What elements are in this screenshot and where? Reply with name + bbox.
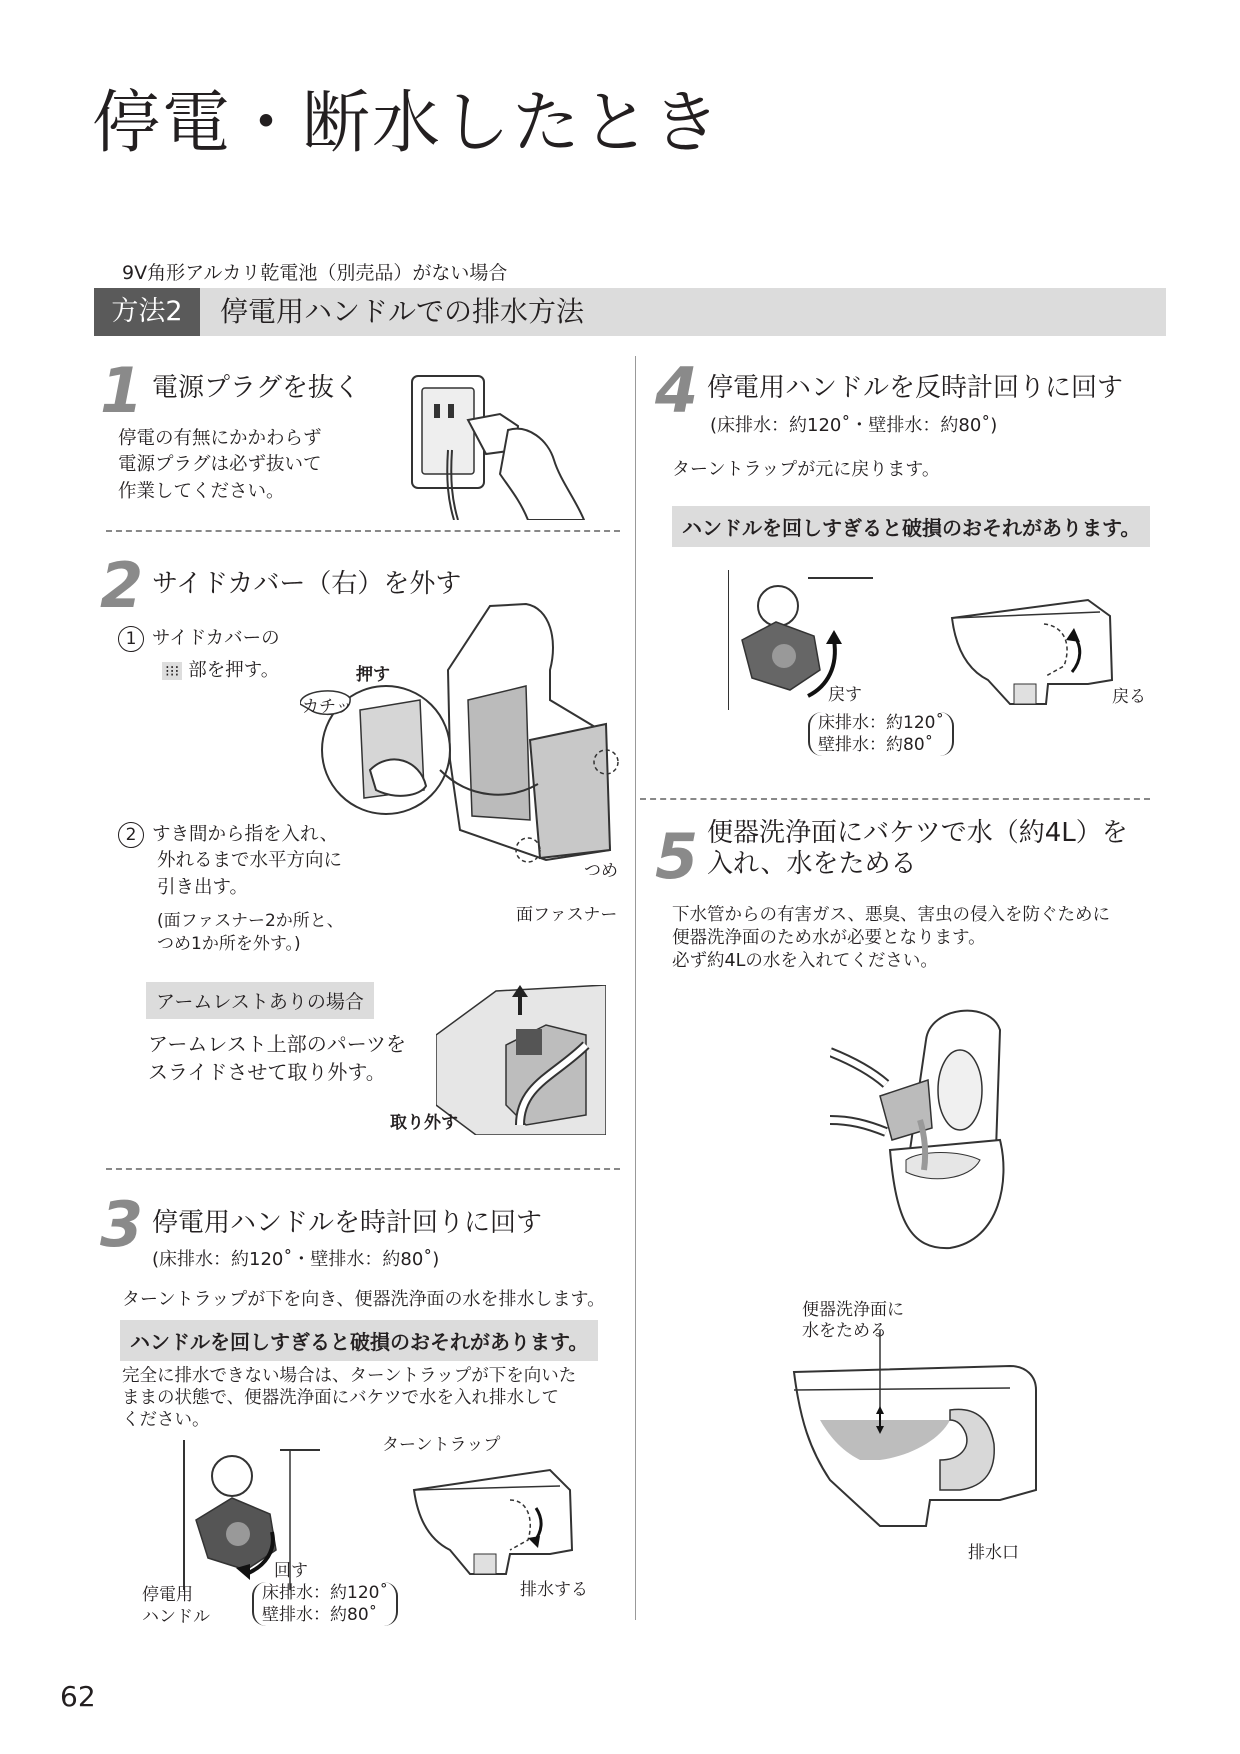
divider — [106, 530, 620, 532]
step1-title: 電源プラグを抜く — [152, 373, 361, 403]
title-line: 入れ、水をためる — [707, 849, 917, 880]
page-number: 62 — [60, 1680, 96, 1713]
label-line: 床排水：約120˚ — [818, 713, 944, 733]
step1-body-line: 作業してください。 — [118, 480, 285, 502]
step2-title: サイドカバー（右）を外す — [152, 569, 462, 599]
step5-title — [707, 818, 1128, 880]
armrest-illustration — [436, 985, 606, 1135]
step2-sub2-line: すき間から指を入れ、 — [152, 824, 339, 845]
note-line: 完全に排水できない場合は、ターントラップが下を向いた — [122, 1366, 577, 1386]
label-line: 停電用 — [142, 1585, 193, 1605]
armrest-body — [148, 1030, 406, 1087]
side-cover-illustration — [300, 600, 630, 900]
step3-warning: ハンドルを回しすぎると破損のおそれがあります。 — [120, 1320, 598, 1361]
label-line: 水をためる — [802, 1321, 887, 1342]
step3-angle: (床排水：約120˚・壁排水：約80˚) — [152, 1249, 440, 1270]
step1-body-line: 電源プラグは必ず抜いて — [118, 454, 322, 476]
step3-note — [122, 1366, 576, 1432]
step2-sub2-line: 外れるまで水平方向に — [157, 850, 343, 872]
toilet-cross-section-illustration — [790, 1330, 1060, 1530]
step1-body — [118, 426, 322, 505]
body-line: 必ず約4Lの水を入れてください。 — [672, 950, 938, 971]
step3-number: 3 — [100, 1188, 144, 1261]
step5-body — [672, 904, 1110, 972]
step2-sub2 — [118, 822, 342, 901]
step2-sub1-text2: 部を押す。 — [188, 660, 280, 681]
label-line: 壁排水：約80˚ — [262, 1605, 378, 1626]
step4-title: 停電用ハンドルを反時計回りに回す — [707, 373, 1124, 403]
step2-sub1-text: サイドカバーの — [152, 628, 280, 649]
label-turn: 回す — [274, 1561, 308, 1581]
label-angle-4 — [808, 712, 954, 756]
label-claw: つめ — [584, 861, 618, 881]
step4-warning: ハンドルを回しすぎると破損のおそれがあります。 — [672, 506, 1150, 547]
note-line: (面ファスナー2か所と、 — [157, 911, 344, 931]
note-line: ください。 — [122, 1409, 210, 1430]
label-line: ハンドル — [142, 1607, 210, 1628]
label-handle — [142, 1584, 210, 1628]
label-turntrap: ターントラップ — [382, 1435, 501, 1455]
step4-angle: (床排水：約120˚・壁排水：約80˚) — [710, 415, 998, 436]
label-fastener: 面ファスナー — [516, 905, 618, 925]
step1-body-line: 停電の有無にかかわらず — [118, 428, 322, 449]
step4-number: 4 — [655, 354, 699, 427]
note-line: つめ1か所を外す。) — [157, 933, 301, 954]
armrest-line: アームレスト上部のパーツを — [148, 1032, 406, 1056]
toilet-return-illustration — [948, 580, 1118, 710]
label-line: 壁排水：約80˚ — [818, 735, 934, 756]
label-line: 床排水：約120˚ — [262, 1583, 388, 1603]
sub-step-number: 2 — [118, 822, 144, 848]
label-returns: 戻る — [1112, 687, 1146, 707]
column-divider — [635, 356, 636, 1620]
armrest-tag: アームレストありの場合 — [146, 982, 374, 1019]
title-line: 便器洗浄面にバケツで水（約4L）を — [707, 818, 1128, 848]
body-line: 便器洗浄面のため水が必要となります。 — [672, 927, 986, 948]
armrest-line: スライドさせて取り外す。 — [148, 1060, 386, 1085]
step2-sub2-line: 引き出す。 — [157, 876, 249, 898]
label-outlet: 排水口 — [968, 1543, 1019, 1563]
page-title: 停電・断水したとき — [92, 84, 723, 163]
method-tag: 方法2 — [94, 288, 200, 336]
divider — [106, 1168, 620, 1170]
step2-sub1-line2 — [162, 658, 279, 684]
note-line: ままの状態で、便器洗浄面にバケツで水を入れ排水して — [122, 1387, 559, 1408]
label-click: カチッ — [302, 697, 353, 717]
body-line: 下水管からの有害ガス、悪臭、害虫の侵入を防ぐために — [672, 905, 1111, 925]
dots-marker-icon: ⁝⁝⁝ — [162, 662, 182, 680]
step5-number: 5 — [655, 820, 699, 893]
step2-number: 2 — [100, 549, 144, 622]
section-subtitle: 9V角形アルカリ乾電池（別売品）がない場合 — [122, 262, 508, 284]
label-line: 便器洗浄面に — [802, 1300, 904, 1320]
label-push: 押す — [356, 665, 390, 685]
step3-title: 停電用ハンドルを時計回りに回す — [152, 1208, 543, 1238]
method-banner — [94, 288, 1166, 336]
bucket-pouring-illustration — [830, 1000, 1010, 1250]
toilet-drain-illustration — [410, 1450, 580, 1580]
label-return: 戻す — [828, 685, 862, 705]
step1-number: 1 — [100, 354, 144, 427]
unplug-illustration — [408, 370, 588, 520]
step2-sub1 — [118, 626, 280, 652]
label-drain: 排水する — [520, 1580, 588, 1600]
step3-body: ターントラップが下を向き、便器洗浄面の水を排水します。 — [122, 1289, 606, 1310]
label-remove: 取り外す — [390, 1113, 458, 1133]
sub-step-number: 1 — [118, 626, 144, 652]
step2-sub2-note — [157, 910, 344, 956]
method-title: 停電用ハンドルでの排水方法 — [220, 295, 585, 328]
divider — [640, 798, 1150, 800]
step4-body: ターントラップが元に戻ります。 — [672, 459, 940, 480]
label-angle — [252, 1582, 398, 1626]
